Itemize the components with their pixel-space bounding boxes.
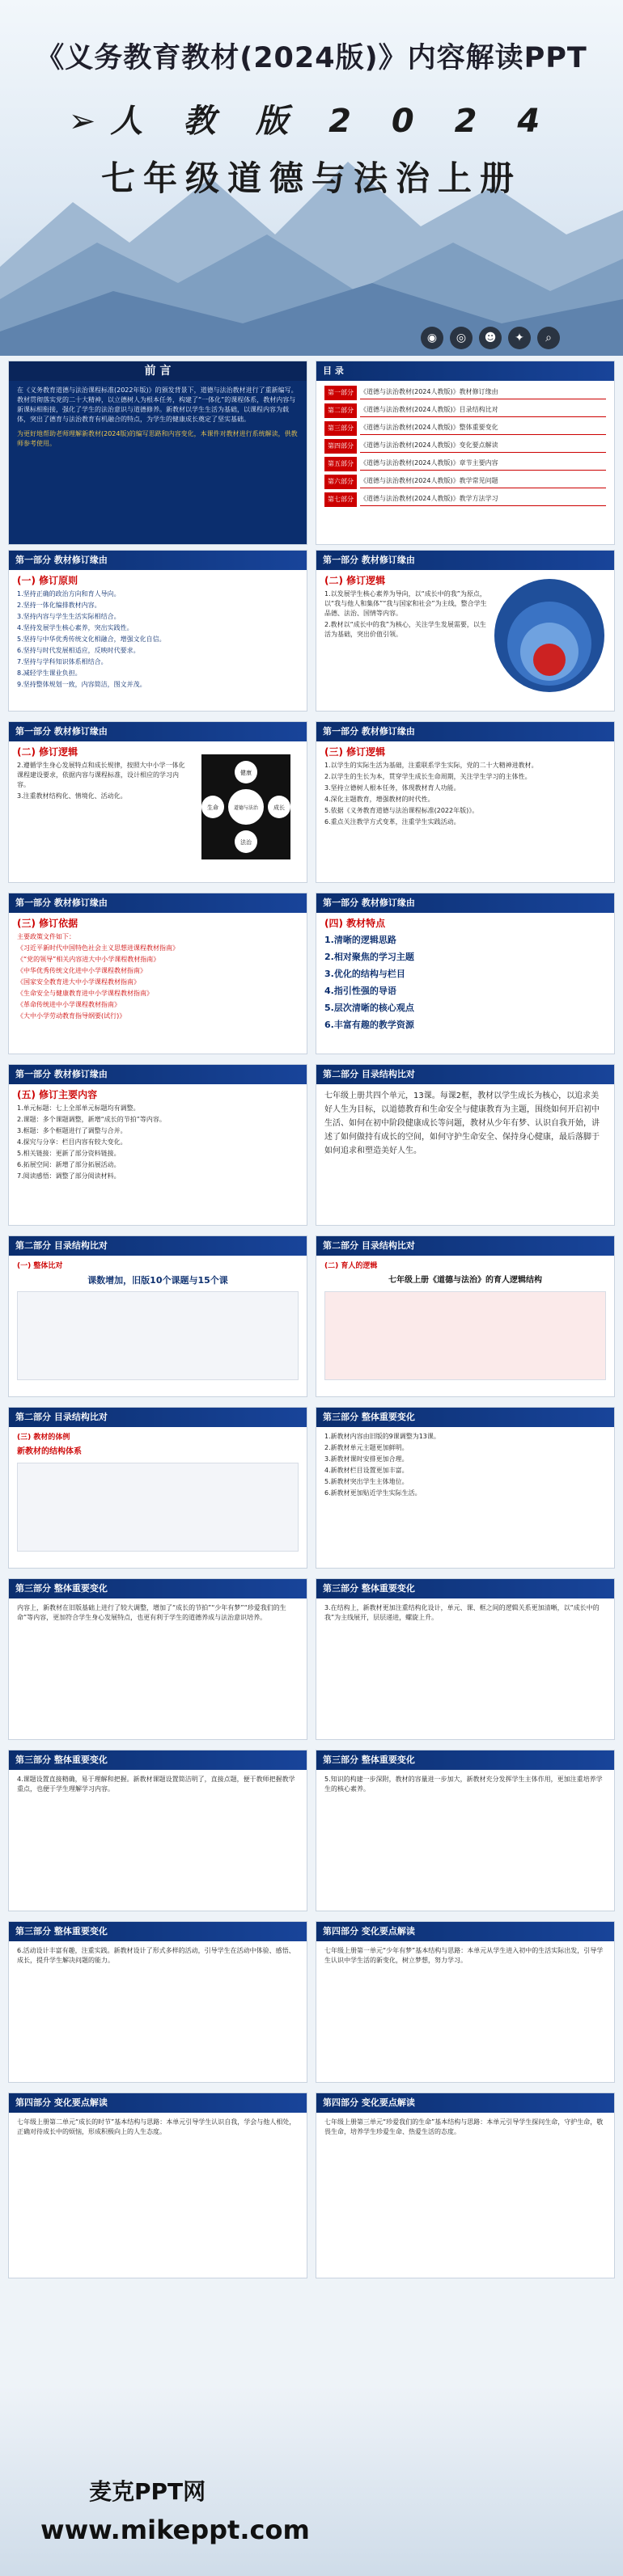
slide-subtitle: (二) 修订逻辑 <box>324 575 386 586</box>
list-item: 3.优化的结构与栏目 <box>324 969 405 979</box>
brand-url-link[interactable]: www.mikeppt.com <box>40 2515 310 2545</box>
diagram-center-label: 道德与法治 <box>233 805 259 811</box>
logic-list <box>17 761 189 801</box>
slide-caption: 课数增加，旧版10个课题与15个课 <box>87 1275 228 1286</box>
diagram-node-label: 生命 <box>207 804 218 811</box>
toc-item-label: 《道德与法治教材(2024人教版)》整体重要变化 <box>360 422 606 435</box>
toc-item-label: 《道德与法治教材(2024人教版)》教学常见问题 <box>360 475 606 488</box>
slide-subtitle: (二) 育人的逻辑 <box>324 1262 378 1270</box>
list-item: 6.坚持与时代发展相适应，反映时代要求。 <box>17 647 140 654</box>
preface-title: 前 言 <box>9 361 307 381</box>
slide-revision-principles <box>8 550 307 712</box>
toc-item-tag: 第六部分 <box>324 475 357 489</box>
slide-subtitle: (四) 教材特点 <box>324 918 386 929</box>
main-title: 《义务教育教材(2024版)》内容解读PPT <box>36 42 587 74</box>
list-item: 2.坚持一体化编排教材内容。 <box>17 602 101 609</box>
diagram-node-label: 成长 <box>273 804 285 811</box>
logic-list <box>324 589 488 640</box>
list-item: 5.相关链接：更新了部分资料链接。 <box>17 1150 121 1157</box>
preface-slide <box>8 361 307 545</box>
list-item: 主要政策文件如下： <box>17 933 75 940</box>
brand-name: 麦克PPT网 <box>89 2478 206 2505</box>
toc-item-label: 《道德与法治教材(2024人教版)》章节主要内容 <box>360 458 606 471</box>
globe-icon: ◎ <box>450 327 473 349</box>
slide-body: 内容上，新教材在旧版基础上进行了较大调整，增加了“成长的节拍”“少年有梦”“珍爱我们的生命”等内容，更加符合学生身心发展特点，也更有利于学生的道德养成与法治意识培养。 <box>17 1604 286 1621</box>
slide-body: 七年级上册第三单元“珍爱我们的生命”基本结构与思路：本单元引导学生探问生命，守护生命，敬畏生命，培养学生珍爱生命、热爱生活的态度。 <box>324 2118 604 2135</box>
toc-item[interactable] <box>324 457 606 471</box>
logic-structure-image <box>324 1291 606 1380</box>
list-item: 1.以发展学生核心素养为导向，以“成长中的我”为原点，以“我与他人和集体”“我与国家和社会”为主线，整合学生品德、法治、国情等内容。 <box>324 590 487 617</box>
toc-item-label: 《道德与法治教材(2024人教版)》教材修订缘由 <box>360 386 606 399</box>
list-item: 5.坚持与中华优秀传统文化相融合，增强文化自信。 <box>17 636 166 643</box>
slide-header: 第四部分 变化要点解读 <box>316 1922 614 1941</box>
search-icon: ⌕ <box>537 327 560 349</box>
cross-diagram <box>193 746 299 868</box>
slide-header: 第一部分 教材修订缘由 <box>316 722 614 741</box>
structure-system-image <box>17 1463 299 1552</box>
list-item: 6.丰富有趣的教学资源 <box>324 1020 414 1030</box>
slide-body: 5.知识的构建一步深附，教材的容量进一步加大，新教材充分发挥学生主体作用，更加注重培养学生的核心素养。 <box>324 1776 603 1793</box>
list-item: 5.新教材突出学生主体地位。 <box>324 1478 409 1485</box>
toc-item[interactable] <box>324 439 606 454</box>
slide-revision-logic-circle <box>316 550 615 712</box>
slide-subtitle: (一) 修订原则 <box>17 575 78 586</box>
list-item: 6.拓展空间：新增了部分拓展活动。 <box>17 1161 121 1168</box>
list-item: 《习近平新时代中国特色社会主义思想进课程教材指南》 <box>17 944 179 952</box>
slide-overall-changes-4 <box>8 1750 307 1911</box>
slide-header: 第二部分 目录结构比对 <box>316 1236 614 1256</box>
list-item: 3.坚持内容与学生生活实际相结合。 <box>17 613 121 620</box>
list-item: 4.指引性强的导语 <box>324 986 396 996</box>
user-icon: ☻ <box>479 327 502 349</box>
list-item: 2.教材以“成长中的我”为核心，关注学生发展需要，以生活为基础，突出价值引领。 <box>324 621 486 638</box>
list-item: 5.依据《义务教育道德与法治课程标准(2022年版)》。 <box>324 807 479 814</box>
list-item: 5.层次清晰的核心观点 <box>324 1003 414 1013</box>
slide-caption: 新教材的结构体系 <box>17 1447 82 1456</box>
slide-header: 第三部分 整体重要变化 <box>316 1408 614 1427</box>
slide-change-points-3 <box>316 2092 615 2278</box>
list-item: 3.新教材课时安排更加合理。 <box>324 1455 409 1463</box>
toc-item-tag: 第五部分 <box>324 457 357 471</box>
slide-education-logic <box>316 1235 615 1397</box>
toc-item-tag: 第二部分 <box>324 403 357 418</box>
toc-title: 目 录 <box>316 361 614 381</box>
logic-list <box>324 761 606 827</box>
toc-item[interactable] <box>324 492 606 507</box>
preface-note: 为更好地帮助老师理解新教材(2024版)的编写思路和内容变化，本课件对教材进行系统解读，供教师参考使用。 <box>17 430 298 447</box>
preface-body: 在《义务教育道德与法治课程标准(2022年版)》的颁发背景下，道德与法治教材进行了重新编写。教材贯彻落实党的二十大精神，以立德树人为根本任务，构建了“一体化”的课程体系，教材内容与新课标相衔接，强化了学生的法治意识与道德修养。新教材以学生生活为基础，以课程内容为载体，突出了德育与法治教育有机融合的特点，为学生的健康成长奠定了坚实基础。 <box>17 386 298 423</box>
slide-subtitle: (二) 修订逻辑 <box>17 746 78 758</box>
list-item: 3.注重教材结构化、情境化、活动化。 <box>17 792 127 800</box>
slide-header: 第三部分 整体重要变化 <box>9 1922 307 1941</box>
principle-list <box>17 589 299 690</box>
comparison-table-image <box>17 1291 299 1380</box>
content-list <box>17 1104 299 1181</box>
slide-header: 第二部分 目录结构比对 <box>9 1236 307 1256</box>
slide-header: 第一部分 教材修订缘由 <box>9 722 307 741</box>
slide-change-points-2 <box>8 2092 307 2278</box>
slide-overall-changes-5 <box>316 1750 615 1911</box>
policy-list <box>17 932 299 1021</box>
slide-header: 第二部分 目录结构比对 <box>9 1408 307 1427</box>
toc-item[interactable] <box>324 421 606 436</box>
toc-item-label: 《道德与法治教材(2024人教版)》目录结构比对 <box>360 404 606 417</box>
slide-overall-comparison <box>8 1235 307 1397</box>
slide-header: 第一部分 教材修订缘由 <box>9 893 307 913</box>
slide-caption: 七年级上册《道德与法治》的育人逻辑结构 <box>388 1276 542 1285</box>
slide-overall-changes-6 <box>8 1921 307 2083</box>
diagram-node-label: 法治 <box>240 839 252 846</box>
toc-item-tag: 第三部分 <box>324 421 357 436</box>
list-item: 《中华优秀传统文化进中小学课程教材指南》 <box>17 967 146 974</box>
list-item: 《革命传统进中小学课程教材指南》 <box>17 1001 121 1008</box>
slide-body: 七年级上册第二单元“成长的时节”基本结构与思路：本单元引导学生认识自我，学会与他人相处，正确对待成长中的烦恼，形成积极向上的人生态度。 <box>17 2118 296 2135</box>
list-item: 4.坚持发展学生核心素养，突出实践性。 <box>17 624 134 631</box>
list-item: 2.以学生的生长为本，贯穿学生成长生命周期，关注学生学习的主体性。 <box>324 773 532 780</box>
camera-icon: ◉ <box>421 327 443 349</box>
slide-overall-changes-3 <box>316 1578 615 1740</box>
toc-list <box>316 381 614 515</box>
list-item: 7.阅读感悟：调整了部分阅读材料。 <box>17 1172 121 1180</box>
list-item: 《国家安全教育进大中小学课程教材指南》 <box>17 978 140 986</box>
list-item: 4.深化主题教育，增强教材的时代性。 <box>324 796 434 803</box>
list-item: 4.新教材栏目设置更加丰富。 <box>324 1467 409 1474</box>
slide-structure-overview <box>316 1064 615 1226</box>
list-item: 2.相对聚焦的学习主题 <box>324 952 414 962</box>
slide-textbook-style <box>8 1407 307 1569</box>
slide-header: 第三部分 整体重要变化 <box>316 1750 614 1770</box>
slide-revision-basis <box>8 893 307 1054</box>
slide-overall-changes-2 <box>8 1578 307 1740</box>
slide-body: 4.课题设置直接精确，易于理解和把握。新教材课题设置简洁明了，直接点题，便于教师把握教学重点，也便于学生理解学习内容。 <box>17 1776 295 1793</box>
slide-subtitle: (三) 修订逻辑 <box>324 746 386 758</box>
slide-subtitle: (三) 修订依据 <box>17 918 78 929</box>
toc-item[interactable] <box>324 386 606 400</box>
list-item: 8.减轻学生课业负担。 <box>17 669 82 677</box>
toc-item-label: 《道德与法治教材(2024人教版)》教学方法学习 <box>360 493 606 506</box>
list-item: 1.清晰的逻辑思路 <box>324 935 396 945</box>
toc-item-tag: 第一部分 <box>324 386 357 400</box>
toc-item-label: 《道德与法治教材(2024人教版)》变化要点解读 <box>360 440 606 453</box>
slide-header: 第一部分 教材修订缘由 <box>316 551 614 570</box>
toc-item[interactable] <box>324 403 606 418</box>
slide-header: 第四部分 变化要点解读 <box>316 2093 614 2113</box>
slide-header: 第三部分 整体重要变化 <box>9 1750 307 1770</box>
slide-subtitle: (三) 教材的体例 <box>17 1434 70 1442</box>
toc-item-tag: 第七部分 <box>324 492 357 507</box>
slide-header: 第一部分 教材修订缘由 <box>9 1065 307 1084</box>
slide-header: 第四部分 变化要点解读 <box>9 2093 307 2113</box>
slide-header: 第二部分 目录结构比对 <box>316 1065 614 1084</box>
list-item: 6.新教材更加贴近学生实际生活。 <box>324 1489 422 1497</box>
list-item: 《生命安全与健康教育进中小学课程教材指南》 <box>17 990 153 997</box>
toc-item-tag: 第四部分 <box>324 439 357 454</box>
list-item: 1.新教材内容由旧版的9课调整为13课。 <box>324 1433 440 1440</box>
list-item: 3.坚持立德树人根本任务，体现教材育人功能。 <box>324 784 460 792</box>
slide-body: 6.活动设计丰富有趣，注重实践。新教材设计了形式多样的活动，引导学生在活动中体验、感悟、成长，提升学生解决问题的能力。 <box>17 1947 295 1964</box>
list-item: 1.以学生的实际生活为基础，注重联系学生实际，党的二十大精神进教材。 <box>324 762 538 769</box>
slide-revision-contents <box>8 1064 307 1226</box>
hero-banner <box>0 0 623 356</box>
list-item: 3.框题：多个框题进行了调整与合并。 <box>17 1127 127 1134</box>
slide-header: 第一部分 教材修订缘由 <box>316 893 614 913</box>
list-item: 《大中小学劳动教育指导纲要(试行)》 <box>17 1012 126 1020</box>
list-item: 2.课题：多个课题调整，新增“成长的节拍”等内容。 <box>17 1116 166 1123</box>
list-item: 2.新教材单元主题更加鲜明。 <box>324 1444 409 1451</box>
slide-change-points-1 <box>316 1921 615 2083</box>
edition-subtitle: ➢人 教 版 2 0 2 4 <box>68 103 555 140</box>
list-item: 1.单元标题：七上全部单元标题均有调整。 <box>17 1104 140 1112</box>
toc-item[interactable] <box>324 475 606 489</box>
slide-subtitle: (五) 修订主要内容 <box>17 1089 98 1100</box>
feature-list <box>324 932 606 1033</box>
concentric-circle-diagram <box>493 575 606 696</box>
hero-icon-row <box>421 327 560 349</box>
course-title: 七年级道德与法治上册 <box>100 158 522 198</box>
change-list <box>324 1432 606 1498</box>
slide-body: 七年级上册共四个单元，13课。每课2框，教材以学生成长为核心，以追求美好人生为目标，以道德教育和生命安全与健康教育为主题，围绕如何开启初中生活、如何在初中阶段健康成长等问题，教材从少年有梦、认识自我开始，讲述了如何做持有成长的空间，如何守护生命安全、保持身心健康，最后落脚于如何追求和塑造美好人生。 <box>324 1092 600 1155</box>
slide-textbook-features <box>316 893 615 1054</box>
diagram-node-label: 健康 <box>240 770 252 776</box>
lightbulb-icon: ✦ <box>508 327 531 349</box>
slide-revision-logic-diagram <box>8 721 307 883</box>
toc-slide <box>316 361 615 545</box>
slide-body: 3.在结构上，新教材更加注重结构化设计，单元、课、框之间的逻辑关系更加清晰，以“成长中的我”为主线展开，层层递进，螺旋上升。 <box>324 1604 600 1621</box>
list-item: 《“党的领导”相关内容进大中小学课程教材指南》 <box>17 956 160 963</box>
slide-overall-changes-1 <box>316 1407 615 1569</box>
list-item: 2.遵循学生身心发展特点和成长规律，按照大中小学一体化课程建设要求，依据内容与课程标准，设计相应的学习内容。 <box>17 762 185 788</box>
slide-body: 七年级上册第一单元“少年有梦”基本结构与思路：本单元从学生进入初中的生活实际出发，引导学生认识中学生活的新变化，树立梦想，努力学习。 <box>324 1947 604 1964</box>
list-item: 9.坚持整体规划一致，内容简洁，图文并茂。 <box>17 681 146 688</box>
list-item: 4.探究与分享：栏目内容有较大变化。 <box>17 1138 127 1146</box>
slide-header: 第三部分 整体重要变化 <box>316 1579 614 1598</box>
list-item: 1.坚持正确的政治方向和育人导向。 <box>17 590 121 598</box>
slide-revision-logic-list <box>316 721 615 883</box>
slide-header: 第一部分 教材修订缘由 <box>9 551 307 570</box>
slide-header: 第三部分 整体重要变化 <box>9 1579 307 1598</box>
list-item: 7.坚持与学科知识体系相结合。 <box>17 658 108 665</box>
list-item: 6.重点关注教学方式变革，注重学生实践活动。 <box>324 818 460 826</box>
slide-subtitle: (一) 整体比对 <box>17 1262 63 1270</box>
